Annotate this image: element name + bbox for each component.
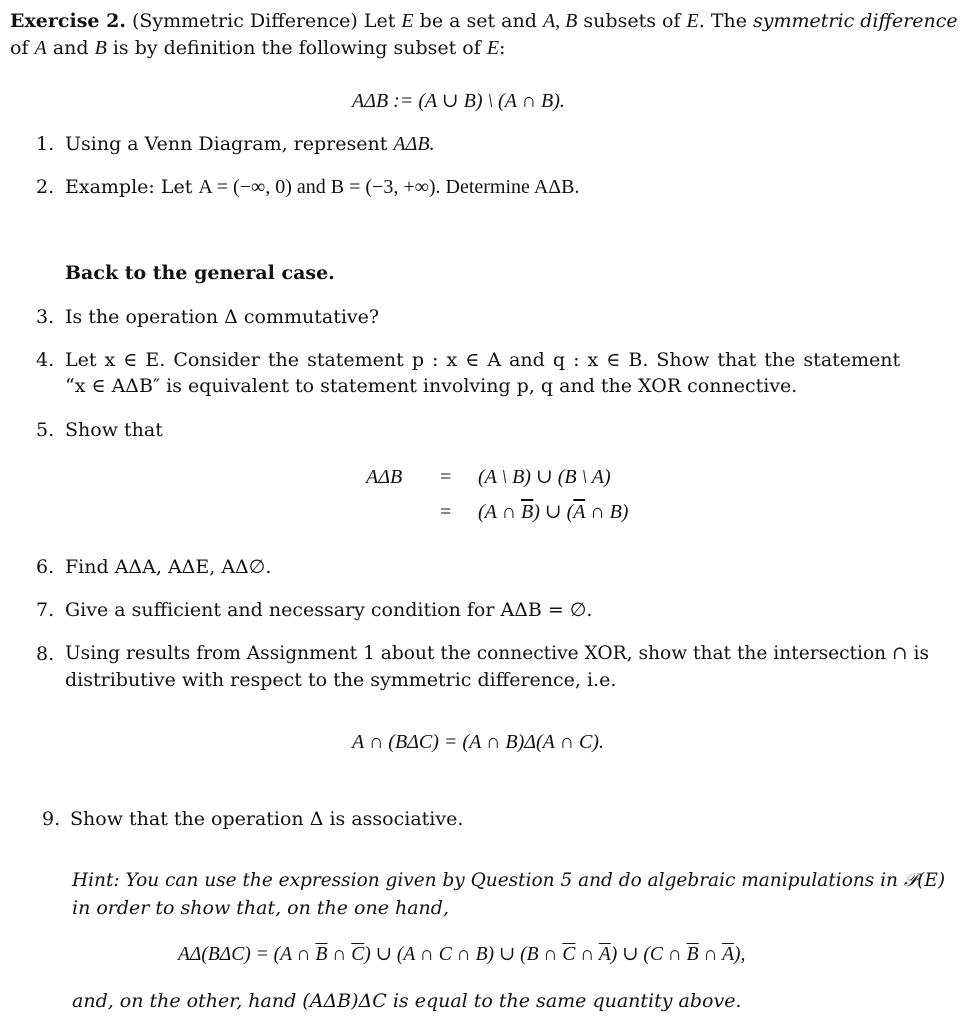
eq5-rhs2-e: ∩ B)	[585, 501, 629, 523]
math-E3: E	[486, 37, 500, 59]
hint-line3: and, on the other, hand (AΔB)ΔC is equal to the same quantity above.	[72, 990, 742, 1012]
item-8-line2: distributive with respect to the symmetric difference, i.e.	[65, 669, 617, 691]
definition-equation: AΔB := (A ∪ B) \ (A ∩ B).	[352, 90, 565, 112]
item-3: Is the operation Δ commutative?	[65, 306, 380, 328]
math-A-B: A, B	[542, 10, 578, 32]
eq9-bbar: $\overline{B}$	[686, 944, 699, 965]
eq8: A ∩ (BΔC) = (A ∩ B)Δ(A ∩ C).	[352, 731, 604, 753]
symmetric-difference-term: symmetric difference	[753, 10, 958, 32]
math-B: B	[94, 37, 107, 59]
item-5: Show that	[65, 419, 163, 441]
exercise-header-line1	[10, 8, 958, 34]
eq9-part: ∩	[575, 944, 599, 965]
item-number: 8.	[36, 643, 55, 665]
eq5-rhs2-bbar: $\overline{B}$	[520, 501, 534, 523]
eq5-eq1: =	[440, 466, 452, 488]
item-1	[65, 131, 435, 157]
item-8-line1: Using results from Assignment 1 about the connective XOR, show that the intersection ∩ is	[65, 643, 930, 664]
item-2	[65, 174, 579, 200]
eq5-rhs2	[478, 497, 628, 527]
item-number: 2.	[36, 176, 55, 198]
eq9-part: ),	[734, 944, 746, 965]
general-case-heading: Back to the general case.	[65, 262, 335, 284]
header-line1-subsets: subsets of	[583, 10, 681, 32]
item-1-math: AΔB.	[393, 133, 435, 155]
exercise-title-open: (Symmetric Difference) Let	[131, 10, 396, 32]
eq9-part: AΔ(BΔC) = (A ∩	[178, 944, 316, 965]
item-number: 6.	[36, 556, 55, 578]
eq9-cbar: $\overline{C}$	[351, 944, 365, 965]
eq5-rhs1: (A \ B) ∪ (B \ A)	[478, 466, 611, 488]
header-line2-and: and	[52, 37, 89, 59]
item-number: 1.	[36, 133, 55, 155]
eq9-part: ) ∪ (A ∩ C ∩ B) ∪ (B ∩	[364, 944, 563, 965]
math-E: E	[401, 10, 414, 32]
header-line2-end: :	[499, 37, 506, 59]
item-number: 5.	[36, 419, 55, 441]
item-1-text: Using a Venn Diagram, represent	[65, 133, 388, 155]
eq9-abar: $\overline{A}$	[722, 944, 734, 965]
header-line1-mid: be a set and	[419, 10, 537, 32]
eq9-cbar: $\overline{C}$	[562, 944, 576, 965]
eq5-eq2: =	[440, 501, 452, 523]
item-number: 3.	[36, 306, 55, 328]
eq5-rhs2-c: ) ∪ (	[533, 501, 574, 523]
header-line2-of: of	[10, 37, 29, 59]
eq5-rhs2-abar: $\overline{A}$	[573, 501, 586, 523]
item-number: 4.	[36, 349, 55, 371]
eq9-part: ) ∪ (C ∩	[610, 944, 687, 965]
item-number: 7.	[36, 599, 55, 621]
item-6: Find AΔA, AΔE, AΔ∅.	[65, 556, 272, 578]
item-2-text: Example: Let	[65, 176, 193, 198]
hint-line2: in order to show that, on the one hand,	[72, 897, 449, 919]
item-2-math: A = (−∞, 0) and B = (−3, +∞). Determine AΔB.	[198, 176, 580, 198]
header-line1-end: . The	[698, 10, 747, 32]
item-number: 9.	[42, 808, 61, 830]
exercise-label: Exercise 2.	[10, 10, 126, 32]
eq9-abar: $\overline{A}$	[598, 944, 611, 965]
item-9: Show that the operation Δ is associative.	[70, 808, 464, 830]
eq5-lhs: AΔB	[366, 466, 403, 488]
hint-line1: Hint: You can use the expression given by Question 5 and do algebraic manipulations in 𝒫(E)	[72, 870, 946, 891]
eq9-bbar: $\overline{B}$	[315, 944, 328, 965]
eq5-rhs2-a: (A ∩	[478, 501, 521, 523]
item-7: Give a sufficient and necessary condition for AΔB = ∅.	[65, 599, 593, 621]
math-A: A	[34, 37, 47, 59]
exercise-header-line2	[10, 35, 505, 61]
header-line2-rest: is by definition the following subset of	[112, 37, 481, 59]
eq9	[178, 942, 745, 968]
item-4-line2: “x ∈ AΔB″ is equivalent to statement involving p, q and the XOR connective.	[65, 375, 798, 397]
eq9-part: ∩	[698, 944, 723, 965]
eq9-part: ∩	[327, 944, 352, 965]
item-4-line1: Let x ∈ E. Consider the statement p : x ∈ A and q : x ∈ B. Show that the statement	[65, 349, 901, 371]
math-E2: E	[686, 10, 699, 32]
